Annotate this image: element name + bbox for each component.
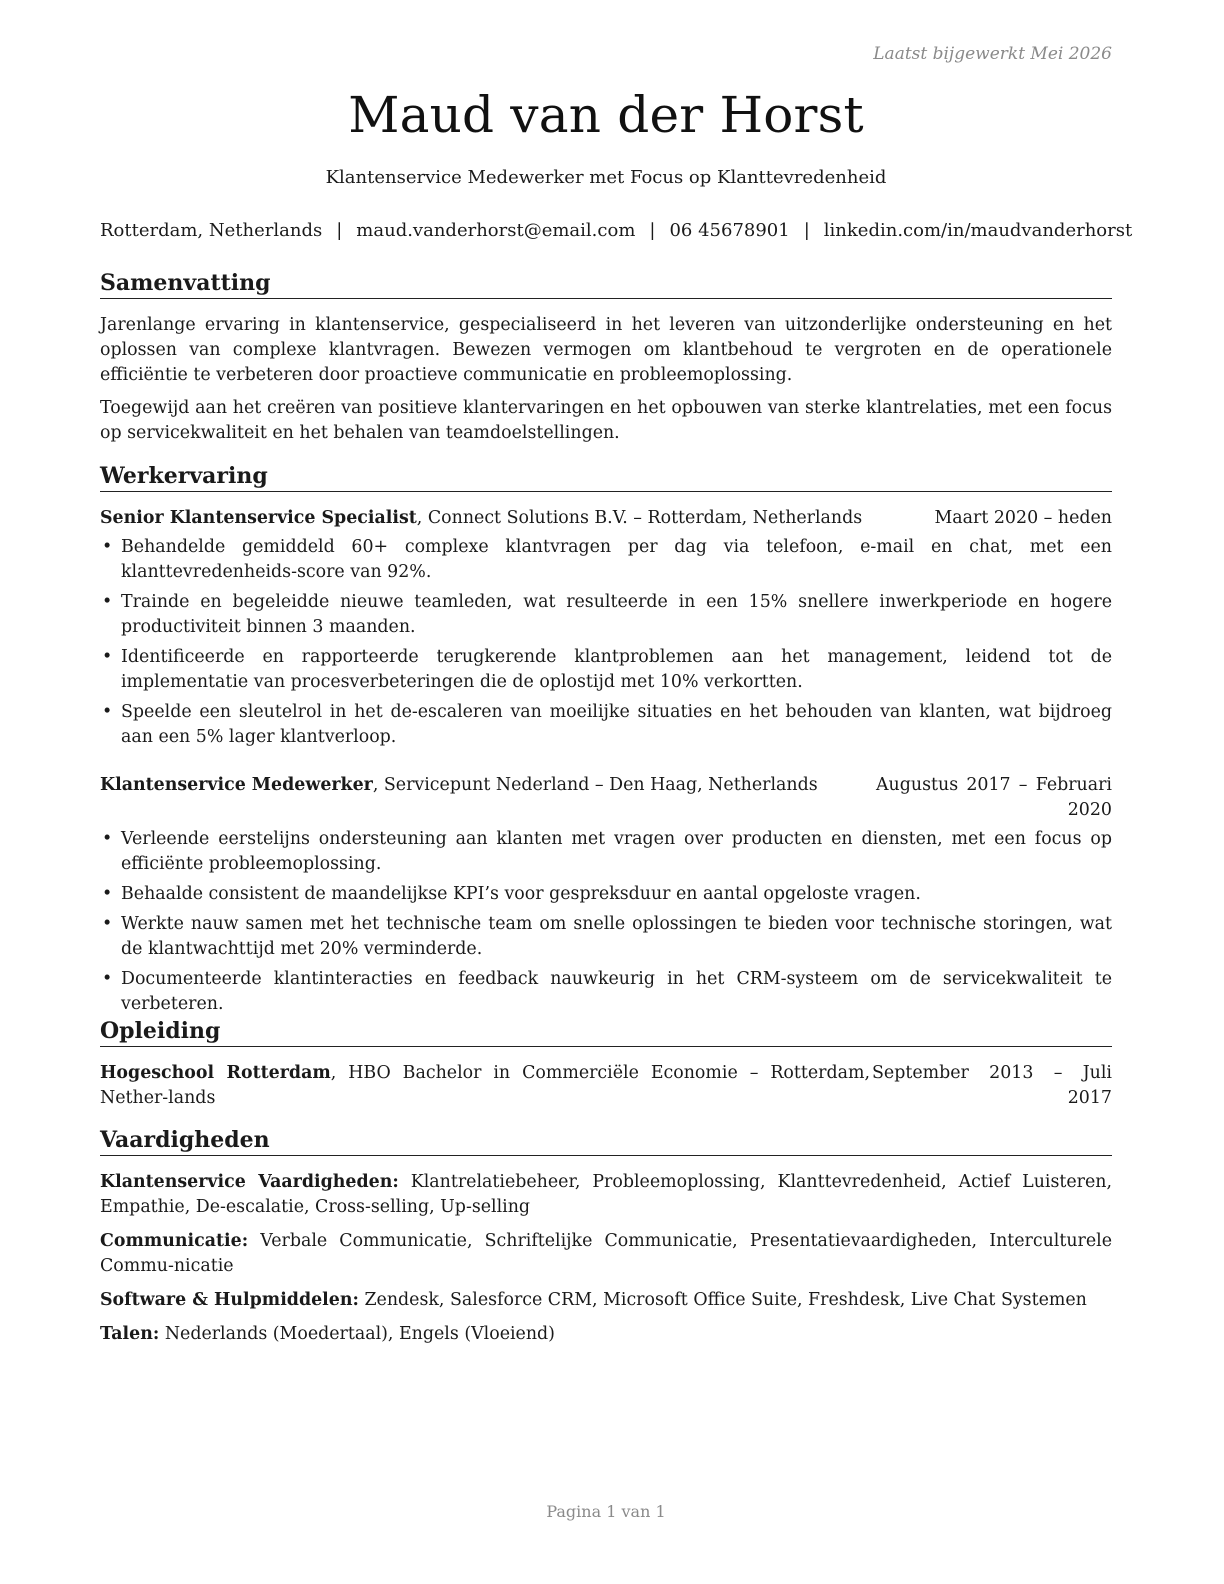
job-entry xyxy=(100,506,1112,750)
job-bullet-list xyxy=(100,535,1112,750)
bullet-icon: • xyxy=(102,647,113,667)
summary-paragraph: Jarenlange ervaring in klantenservice, gespecialiseerd in het leveren van uitzonderlijke ondersteuning en het oplossen van complexe klantvragen. Bewezen vermogen om klantbehoud te vergroten en de operationele efficiëntie te verbeteren door proactieve communicatie en probleemoplossing. xyxy=(100,315,1112,385)
job-dates: Augustus 2017 – Februari 2020 xyxy=(876,775,1112,820)
job-header xyxy=(100,506,1112,531)
job-role: Klantenservice Medewerker xyxy=(100,775,373,795)
skills-section xyxy=(100,1127,1112,1356)
contact-location: Rotterdam, Netherlands xyxy=(100,220,323,241)
job-company: , Connect Solutions B.V. – Rotterdam, Netherlands xyxy=(416,508,863,528)
education-section xyxy=(100,1018,1112,1111)
candidate-name: Maud van der Horst xyxy=(348,86,864,144)
skill-group-label: Communicatie: xyxy=(100,1231,249,1251)
last-updated-note: Laatst bijgewerkt Mei 2026 xyxy=(873,44,1112,64)
skill-group-value: Verbale Communicatie, Schriftelijke Communicatie, Presentatievaardigheden, Interculturele Commu-nicatie xyxy=(100,1231,1113,1276)
contact-separator: | xyxy=(803,220,810,241)
job-title-line xyxy=(100,506,935,531)
bullet-icon: • xyxy=(102,592,113,612)
summary-paragraph: Toegewijd aan het creëren van positieve klantervaringen en het opbouwen van sterke klantrelaties, met een focus op servicekwaliteit en het behalen van teamdoelstellingen. xyxy=(100,398,1112,443)
skill-group xyxy=(100,1229,1112,1279)
job-bullet xyxy=(100,590,1112,640)
contact-separator: | xyxy=(649,220,656,241)
job-bullet xyxy=(100,967,1112,1017)
resume-page xyxy=(100,0,1133,1584)
job-bullet-text: Documenteerde klantinteracties en feedback nauwkeurig in het CRM-systeem om de servicekwaliteit te verbeteren. xyxy=(121,969,1112,1014)
job-company: , Servicepunt Nederland – Den Haag, Netherlands xyxy=(372,775,818,795)
job-header xyxy=(100,773,1112,823)
job-entry xyxy=(100,773,1112,1017)
education-details: , HBO Bachelor in Commerciële Economie – Rotterdam, Nether-lands xyxy=(100,1063,870,1108)
contact-line xyxy=(100,220,1133,241)
job-bullet-text: Verleende eerstelijns ondersteuning aan klanten met vragen over producten en diensten, met een focus op efficiënte probleemoplossing. xyxy=(121,829,1112,874)
skill-group xyxy=(100,1288,1112,1313)
job-bullet-text: Werkte nauw samen met het technische team om snelle oplossingen te bieden voor technische storingen, wat de klantwachttijd met 20% verminderde. xyxy=(121,914,1112,959)
job-bullet xyxy=(100,882,1112,907)
contact-linkedin[interactable]: linkedin.com/in/maudvanderhorst xyxy=(823,220,1133,241)
skill-group xyxy=(100,1170,1112,1220)
contact-email[interactable]: maud.vanderhorst@email.com xyxy=(356,220,636,241)
contact-phone: 06 45678901 xyxy=(669,220,790,241)
section-heading-education: Opleiding xyxy=(100,1018,1112,1047)
job-bullet xyxy=(100,827,1112,877)
job-bullet-text: Speelde een sleutelrol in het de-escaleren van moeilijke situaties en het behouden van klanten, wat bijdroeg aan een 5% lager klantverloop. xyxy=(121,702,1112,747)
bullet-icon: • xyxy=(102,969,113,989)
candidate-headline: Klantenservice Medewerker met Focus op Klanttevredenheid xyxy=(325,167,887,188)
education-title-line xyxy=(100,1061,870,1111)
job-role: Senior Klantenservice Specialist xyxy=(100,508,417,528)
job-bullet xyxy=(100,700,1112,750)
job-bullet xyxy=(100,535,1112,585)
job-bullet-text: Behandelde gemiddeld 60+ complexe klantvragen per dag via telefoon, e-mail en chat, met een klanttevredenheids-score van 92%. xyxy=(121,537,1112,582)
education-entry xyxy=(100,1061,1112,1111)
experience-section xyxy=(100,463,1112,1022)
job-title-line xyxy=(100,773,876,823)
job-bullet-text: Identificeerde en rapporteerde terugkerende klantproblemen aan het management, leidend tot de implementatie van procesverbeteringen die de oplostijd met 10% verkortten. xyxy=(121,647,1112,692)
skill-group-value: Klantrelatiebeheer, Probleemoplossing, Klanttevredenheid, Actief Luisteren, Empathie, De-escalatie, Cross-selling, Up-selling xyxy=(100,1172,1112,1217)
job-dates: Maart 2020 – heden xyxy=(934,508,1112,528)
summary-section xyxy=(100,270,1112,454)
skill-group xyxy=(100,1322,1112,1347)
skill-group-value: Zendesk, Salesforce CRM, Microsoft Office Suite, Freshdesk, Live Chat Systemen xyxy=(364,1290,1087,1310)
job-bullet-text: Behaalde consistent de maandelijkse KPI’s voor gespreksduur en aantal opgeloste vragen. xyxy=(121,884,921,904)
bullet-icon: • xyxy=(102,537,113,557)
contact-separator: | xyxy=(336,220,343,241)
skill-group-value: Nederlands (Moedertaal), Engels (Vloeiend) xyxy=(164,1324,555,1344)
job-bullet-text: Trainde en begeleidde nieuwe teamleden, wat resulteerde in een 15% snellere inwerkperiode en hogere productiviteit binnen 3 maanden. xyxy=(121,592,1112,637)
bullet-icon: • xyxy=(102,914,113,934)
section-heading-skills: Vaardigheden xyxy=(100,1127,1112,1156)
bullet-icon: • xyxy=(102,702,113,722)
page-number: Pagina 1 van 1 xyxy=(546,1502,666,1521)
skill-group-label: Klantenservice Vaardigheden: xyxy=(100,1172,399,1192)
skill-group-label: Software & Hulpmiddelen: xyxy=(100,1290,359,1310)
section-heading-summary: Samenvatting xyxy=(100,270,1112,299)
job-bullet xyxy=(100,912,1112,962)
skill-group-label: Talen: xyxy=(100,1324,160,1344)
job-bullet xyxy=(100,645,1112,695)
section-heading-experience: Werkervaring xyxy=(100,463,1112,492)
job-bullet-list xyxy=(100,827,1112,1017)
bullet-icon: • xyxy=(102,829,113,849)
bullet-icon: • xyxy=(102,884,113,904)
education-school: Hogeschool Rotterdam xyxy=(100,1063,331,1083)
education-dates: September 2013 – Juli 2017 xyxy=(872,1063,1112,1108)
